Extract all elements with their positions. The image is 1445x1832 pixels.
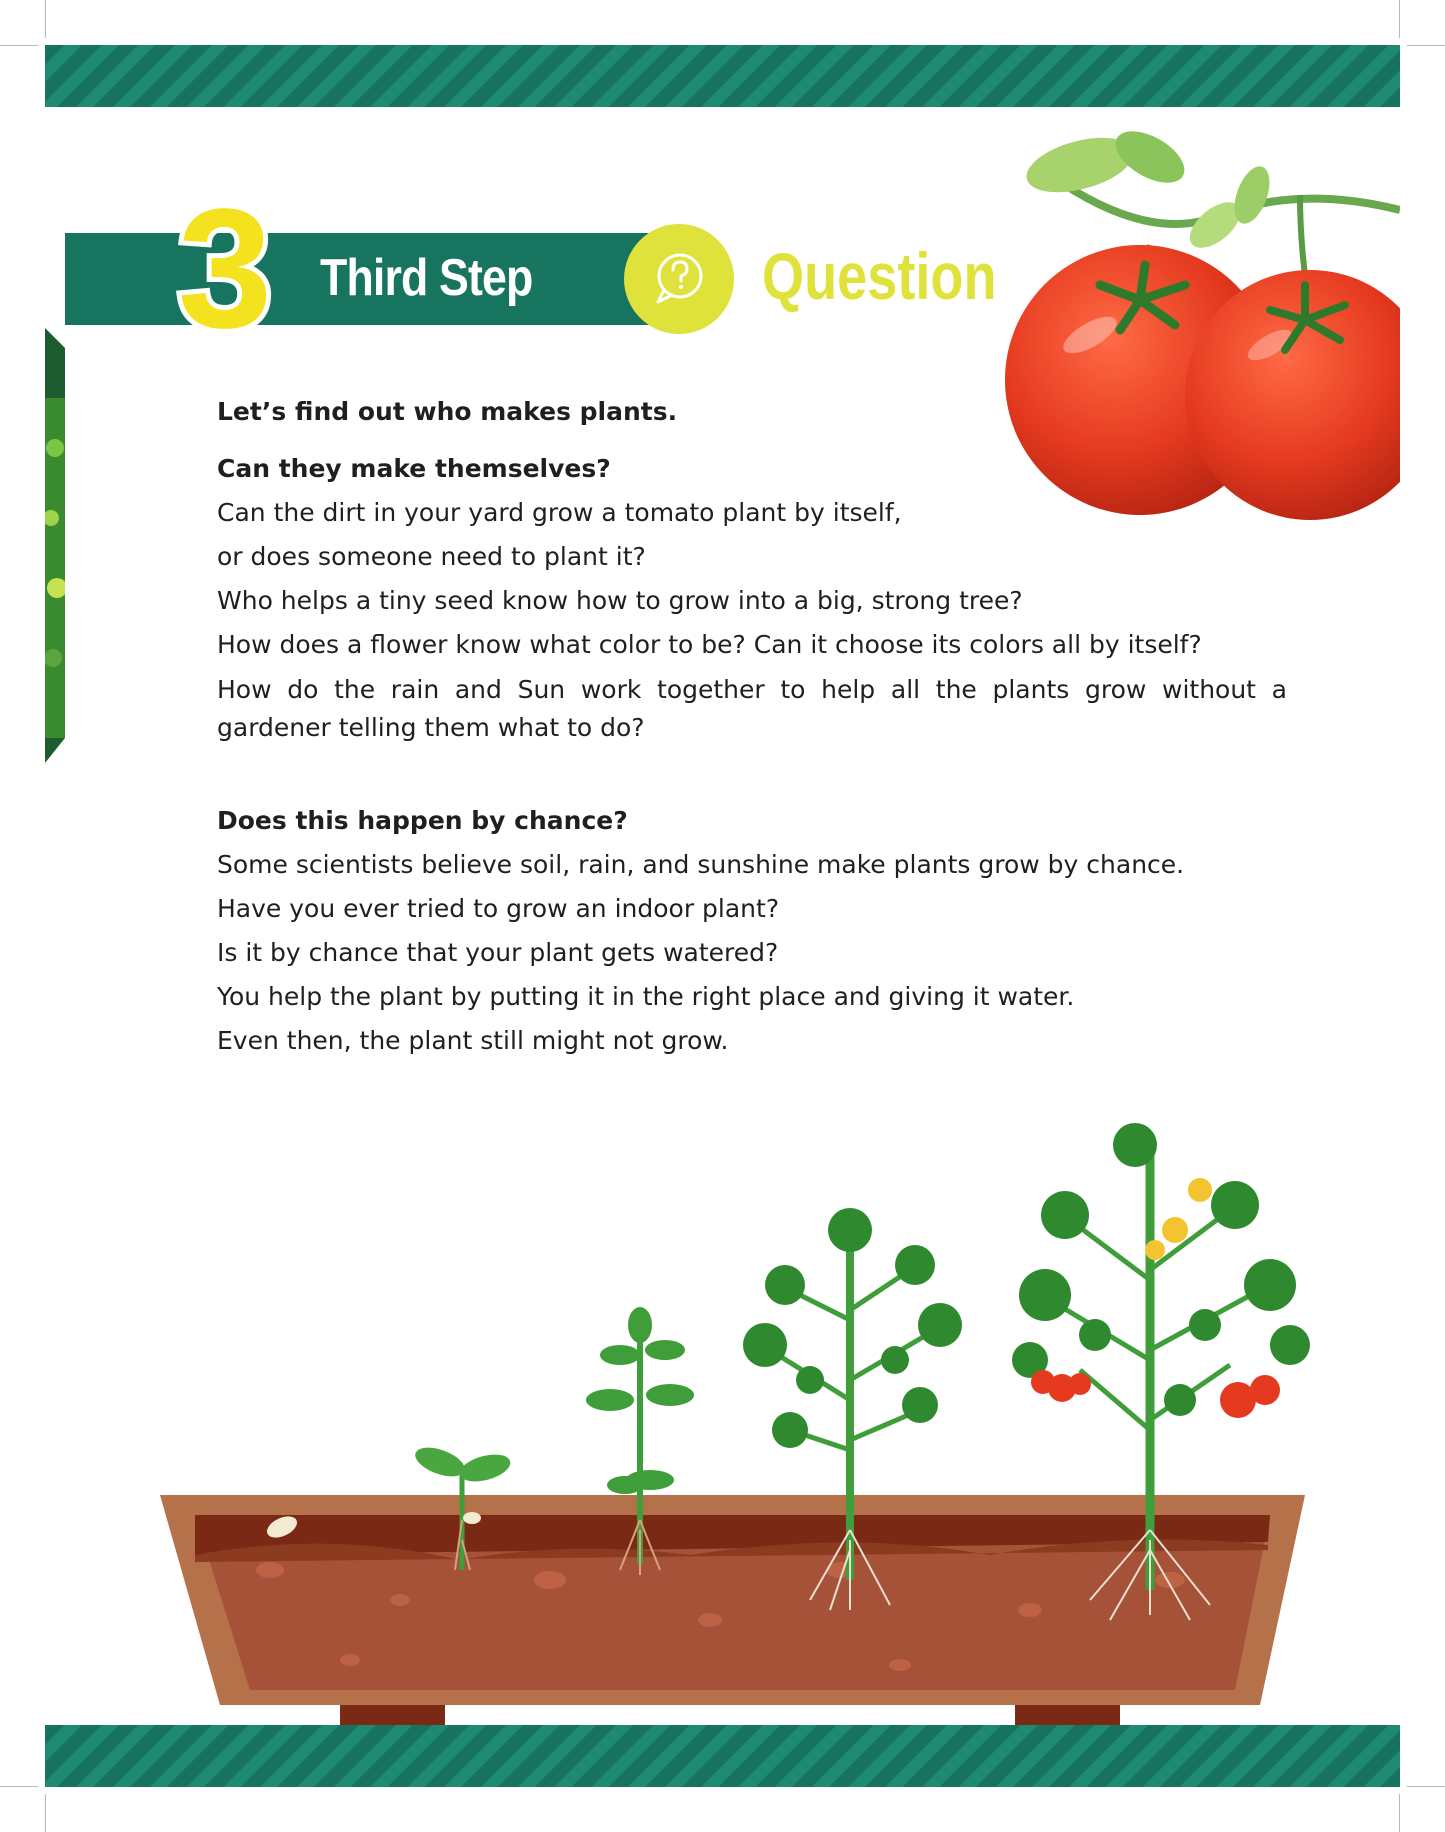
question-paragraph: How do the rain and Sun work together to help all the plants grow without a gardener telling them what to do? <box>217 675 1287 742</box>
question-bubble-icon <box>624 224 734 334</box>
question-line: How does a flower know what color to be? Can it choose its colors all by itself? <box>217 630 1202 659</box>
question-line: or does someone need to plant it? <box>217 542 646 571</box>
side-leaf-strip <box>45 328 65 763</box>
question-line: Is it by chance that your plant gets watered? <box>217 938 779 967</box>
intro-line: Let’s find out who makes plants. <box>217 397 678 426</box>
step-number-badge <box>160 195 290 355</box>
tomato-growth-stages-planter-illustration <box>150 1100 1350 1730</box>
crop-mark <box>1399 1794 1400 1832</box>
crop-mark <box>1399 0 1400 38</box>
crop-mark <box>45 1794 46 1832</box>
top-decorative-band <box>45 45 1400 107</box>
step-title: Third Step <box>320 249 533 307</box>
question-line: You help the plant by putting it in the right place and giving it water. <box>217 982 1075 1011</box>
question-heading: Can they make themselves? <box>217 454 611 483</box>
question-block-1 <box>217 390 1287 747</box>
question-line: Can the dirt in your yard grow a tomato plant by itself, <box>217 498 902 527</box>
question-line: Have you ever tried to grow an indoor plant? <box>217 894 780 923</box>
section-title: Question <box>762 239 997 313</box>
question-badge <box>624 224 734 334</box>
question-line: Who helps a tiny seed know how to grow into a big, strong tree? <box>217 586 1023 615</box>
crop-mark <box>45 0 46 38</box>
bottom-decorative-band <box>45 1725 1400 1787</box>
crop-mark <box>1407 1786 1445 1787</box>
question-line: Even then, the plant still might not grow. <box>217 1026 729 1055</box>
crop-mark <box>0 45 38 46</box>
crop-mark <box>1407 45 1445 46</box>
question-heading: Does this happen by chance? <box>217 806 628 835</box>
question-line: Some scientists believe soil, rain, and sunshine make plants grow by chance. <box>217 850 1185 879</box>
svg-text:3: 3 <box>177 195 273 355</box>
question-block-2 <box>217 799 1287 1063</box>
crop-mark <box>0 1786 38 1787</box>
